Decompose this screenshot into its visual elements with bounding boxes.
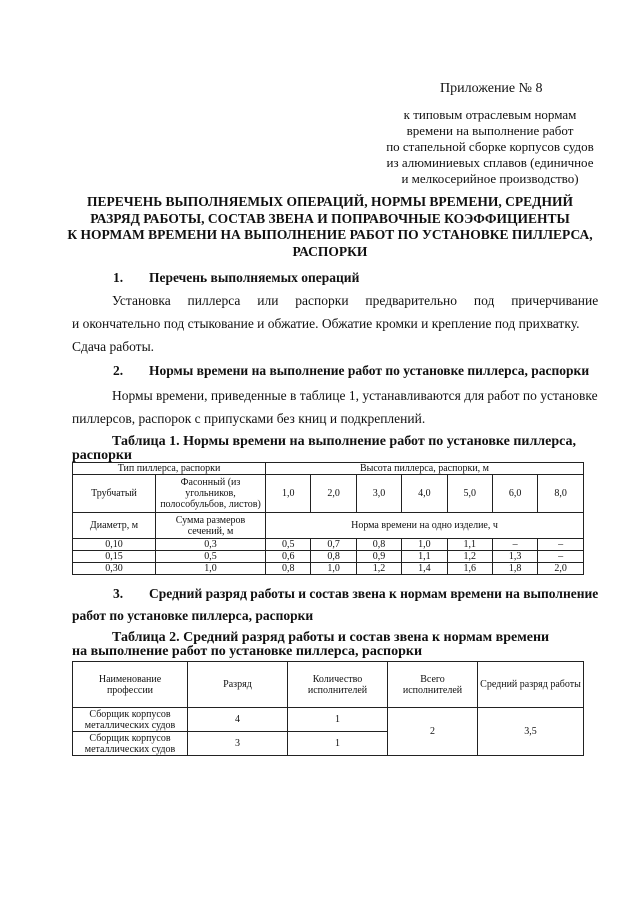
header-cell: Всего исполнителей — [388, 662, 478, 708]
profession-cell: Сборщик корпусов металлических судов — [73, 708, 188, 732]
title-line: ПЕРЕЧЕНЬ ВЫПОЛНЯЕМЫХ ОПЕРАЦИЙ, НОРМЫ ВРЕМЕНИ, СРЕДНИЙ — [87, 194, 573, 209]
table-row — [73, 563, 584, 575]
profession-cell: Сборщик корпусов металлических судов — [73, 732, 188, 756]
table-cell: 0,6 — [266, 551, 311, 563]
header-cell: Фасонный (из угольников, полособульбов, листов) — [156, 475, 266, 513]
header-cell: Норма времени на одно изделие, ч — [266, 513, 584, 539]
section-title: Средний разряд работы и состав звена к нормам времени на выполнение — [149, 586, 599, 601]
grade-cell: 3 — [188, 732, 288, 756]
caption-line: распорки — [72, 448, 132, 463]
table-cell: 1,4 — [402, 563, 447, 575]
subtitle-line: и мелкосерийное производство) — [401, 171, 579, 186]
table-cell: 1,6 — [447, 563, 492, 575]
header-cell: Разряд — [188, 662, 288, 708]
section-3-heading — [113, 586, 598, 602]
title-line: РАСПОРКИ — [292, 243, 368, 259]
count-cell: 1 — [288, 732, 388, 756]
section-number: 2. — [113, 363, 124, 378]
height-cell: 6,0 — [492, 475, 537, 513]
section-number: 3. — [113, 586, 124, 601]
table-cell: 1,2 — [356, 563, 401, 575]
table-cell: 1,8 — [492, 563, 537, 575]
table-cell: 1,1 — [447, 539, 492, 551]
total-cell: 2 — [388, 708, 478, 756]
caption-line: на выполнение работ по установке пиллерса, распорки — [72, 644, 423, 659]
table-cell: – — [538, 551, 584, 563]
subtitle-line: из алюминиевых сплавов (единичное — [386, 155, 594, 170]
section-1-heading — [113, 270, 359, 286]
section-2-text — [72, 384, 598, 430]
header-cell: Диаметр, м — [73, 513, 156, 539]
avg-grade-cell: 3,5 — [478, 708, 584, 756]
table-cell: 0,10 — [73, 539, 156, 551]
table-cell: 1,3 — [492, 551, 537, 563]
header-cell: Трубчатый — [73, 475, 156, 513]
section-1-text — [72, 289, 598, 358]
table-1-caption — [72, 435, 598, 463]
table-cell: 1,0 — [311, 563, 356, 575]
table-cell: 0,8 — [266, 563, 311, 575]
header-cell: Наименование профессии — [73, 662, 188, 708]
header-cell: Тип пиллерса, распорки — [73, 463, 266, 475]
table-cell: 1,2 — [447, 551, 492, 563]
height-cell: 5,0 — [447, 475, 492, 513]
section-2-heading — [113, 363, 589, 379]
height-cell: 4,0 — [402, 475, 447, 513]
section-number: 1. — [113, 270, 124, 285]
table-cell: 0,9 — [356, 551, 401, 563]
document-title — [60, 194, 600, 260]
section-3-heading-cont: работ по установке пиллерса, распорки — [72, 608, 314, 623]
section-title: Перечень выполняемых операций — [149, 270, 360, 285]
table-2-caption — [72, 631, 598, 659]
subtitle-line: времени на выполнение работ — [406, 123, 574, 138]
header-cell: Высота пиллерса, распорки, м — [266, 463, 584, 475]
grade-cell: 4 — [188, 708, 288, 732]
paragraph-line: Установка пиллерса или распорки предварительно под причерчивание — [112, 293, 599, 308]
subtitle-line: по стапельной сборке корпусов судов — [386, 139, 594, 154]
height-cell: 3,0 — [356, 475, 401, 513]
paragraph-line: пиллерсов, распорок с припусками без книц и подкреплений. — [72, 411, 426, 426]
table-cell: – — [538, 539, 584, 551]
table-row — [73, 551, 584, 563]
caption-line: Таблица 1. Нормы времени на выполнение работ по установке пиллерса, — [112, 434, 577, 449]
appendix-subtitle — [360, 107, 620, 187]
height-cell: 8,0 — [538, 475, 584, 513]
table-cell: 0,8 — [356, 539, 401, 551]
table-2 — [72, 661, 584, 756]
caption-line: Таблица 2. Средний разряд работы и состав звена к нормам времени — [112, 630, 550, 645]
table-row — [73, 539, 584, 551]
table-cell: 0,7 — [311, 539, 356, 551]
height-cell: 2,0 — [311, 475, 356, 513]
header-cell: Средний разряд работы — [478, 662, 584, 708]
title-line: К НОРМАМ ВРЕМЕНИ НА ВЫПОЛНЕНИЕ РАБОТ ПО УСТАНОВКЕ ПИЛЛЕРСА, — [67, 227, 593, 242]
table-cell: 0,5 — [156, 551, 266, 563]
section-title: Нормы времени на выполнение работ по установке пиллерса, распорки — [149, 363, 590, 378]
paragraph-line: Нормы времени, приведенные в таблице 1, устанавливаются для работ по установке — [112, 388, 598, 403]
height-cell: 1,0 — [266, 475, 311, 513]
table-cell: 0,5 — [266, 539, 311, 551]
table-cell: 1,1 — [402, 551, 447, 563]
table-cell: 0,30 — [73, 563, 156, 575]
table-cell: 0,3 — [156, 539, 266, 551]
table-cell: 0,15 — [73, 551, 156, 563]
table-cell: 0,8 — [311, 551, 356, 563]
header-cell: Сумма размеров сечений, м — [156, 513, 266, 539]
table-cell: 2,0 — [538, 563, 584, 575]
appendix-label: Приложение № 8 — [440, 81, 543, 96]
table-cell: – — [492, 539, 537, 551]
title-line: РАЗРЯД РАБОТЫ, СОСТАВ ЗВЕНА И ПОПРАВОЧНЫЕ КОЭФФИЦИЕНТЫ — [90, 210, 570, 226]
table-cell: 1,0 — [156, 563, 266, 575]
count-cell: 1 — [288, 708, 388, 732]
paragraph-line: Сдача работы. — [72, 339, 155, 354]
paragraph-line: и окончательно под стыкование и обжатие. Обжатие кромки и крепление под прихватку. — [72, 316, 580, 331]
table-cell: 1,0 — [402, 539, 447, 551]
subtitle-line: к типовым отраслевым нормам — [403, 107, 577, 122]
table-1 — [72, 462, 584, 575]
header-cell: Количество исполнителей — [288, 662, 388, 708]
